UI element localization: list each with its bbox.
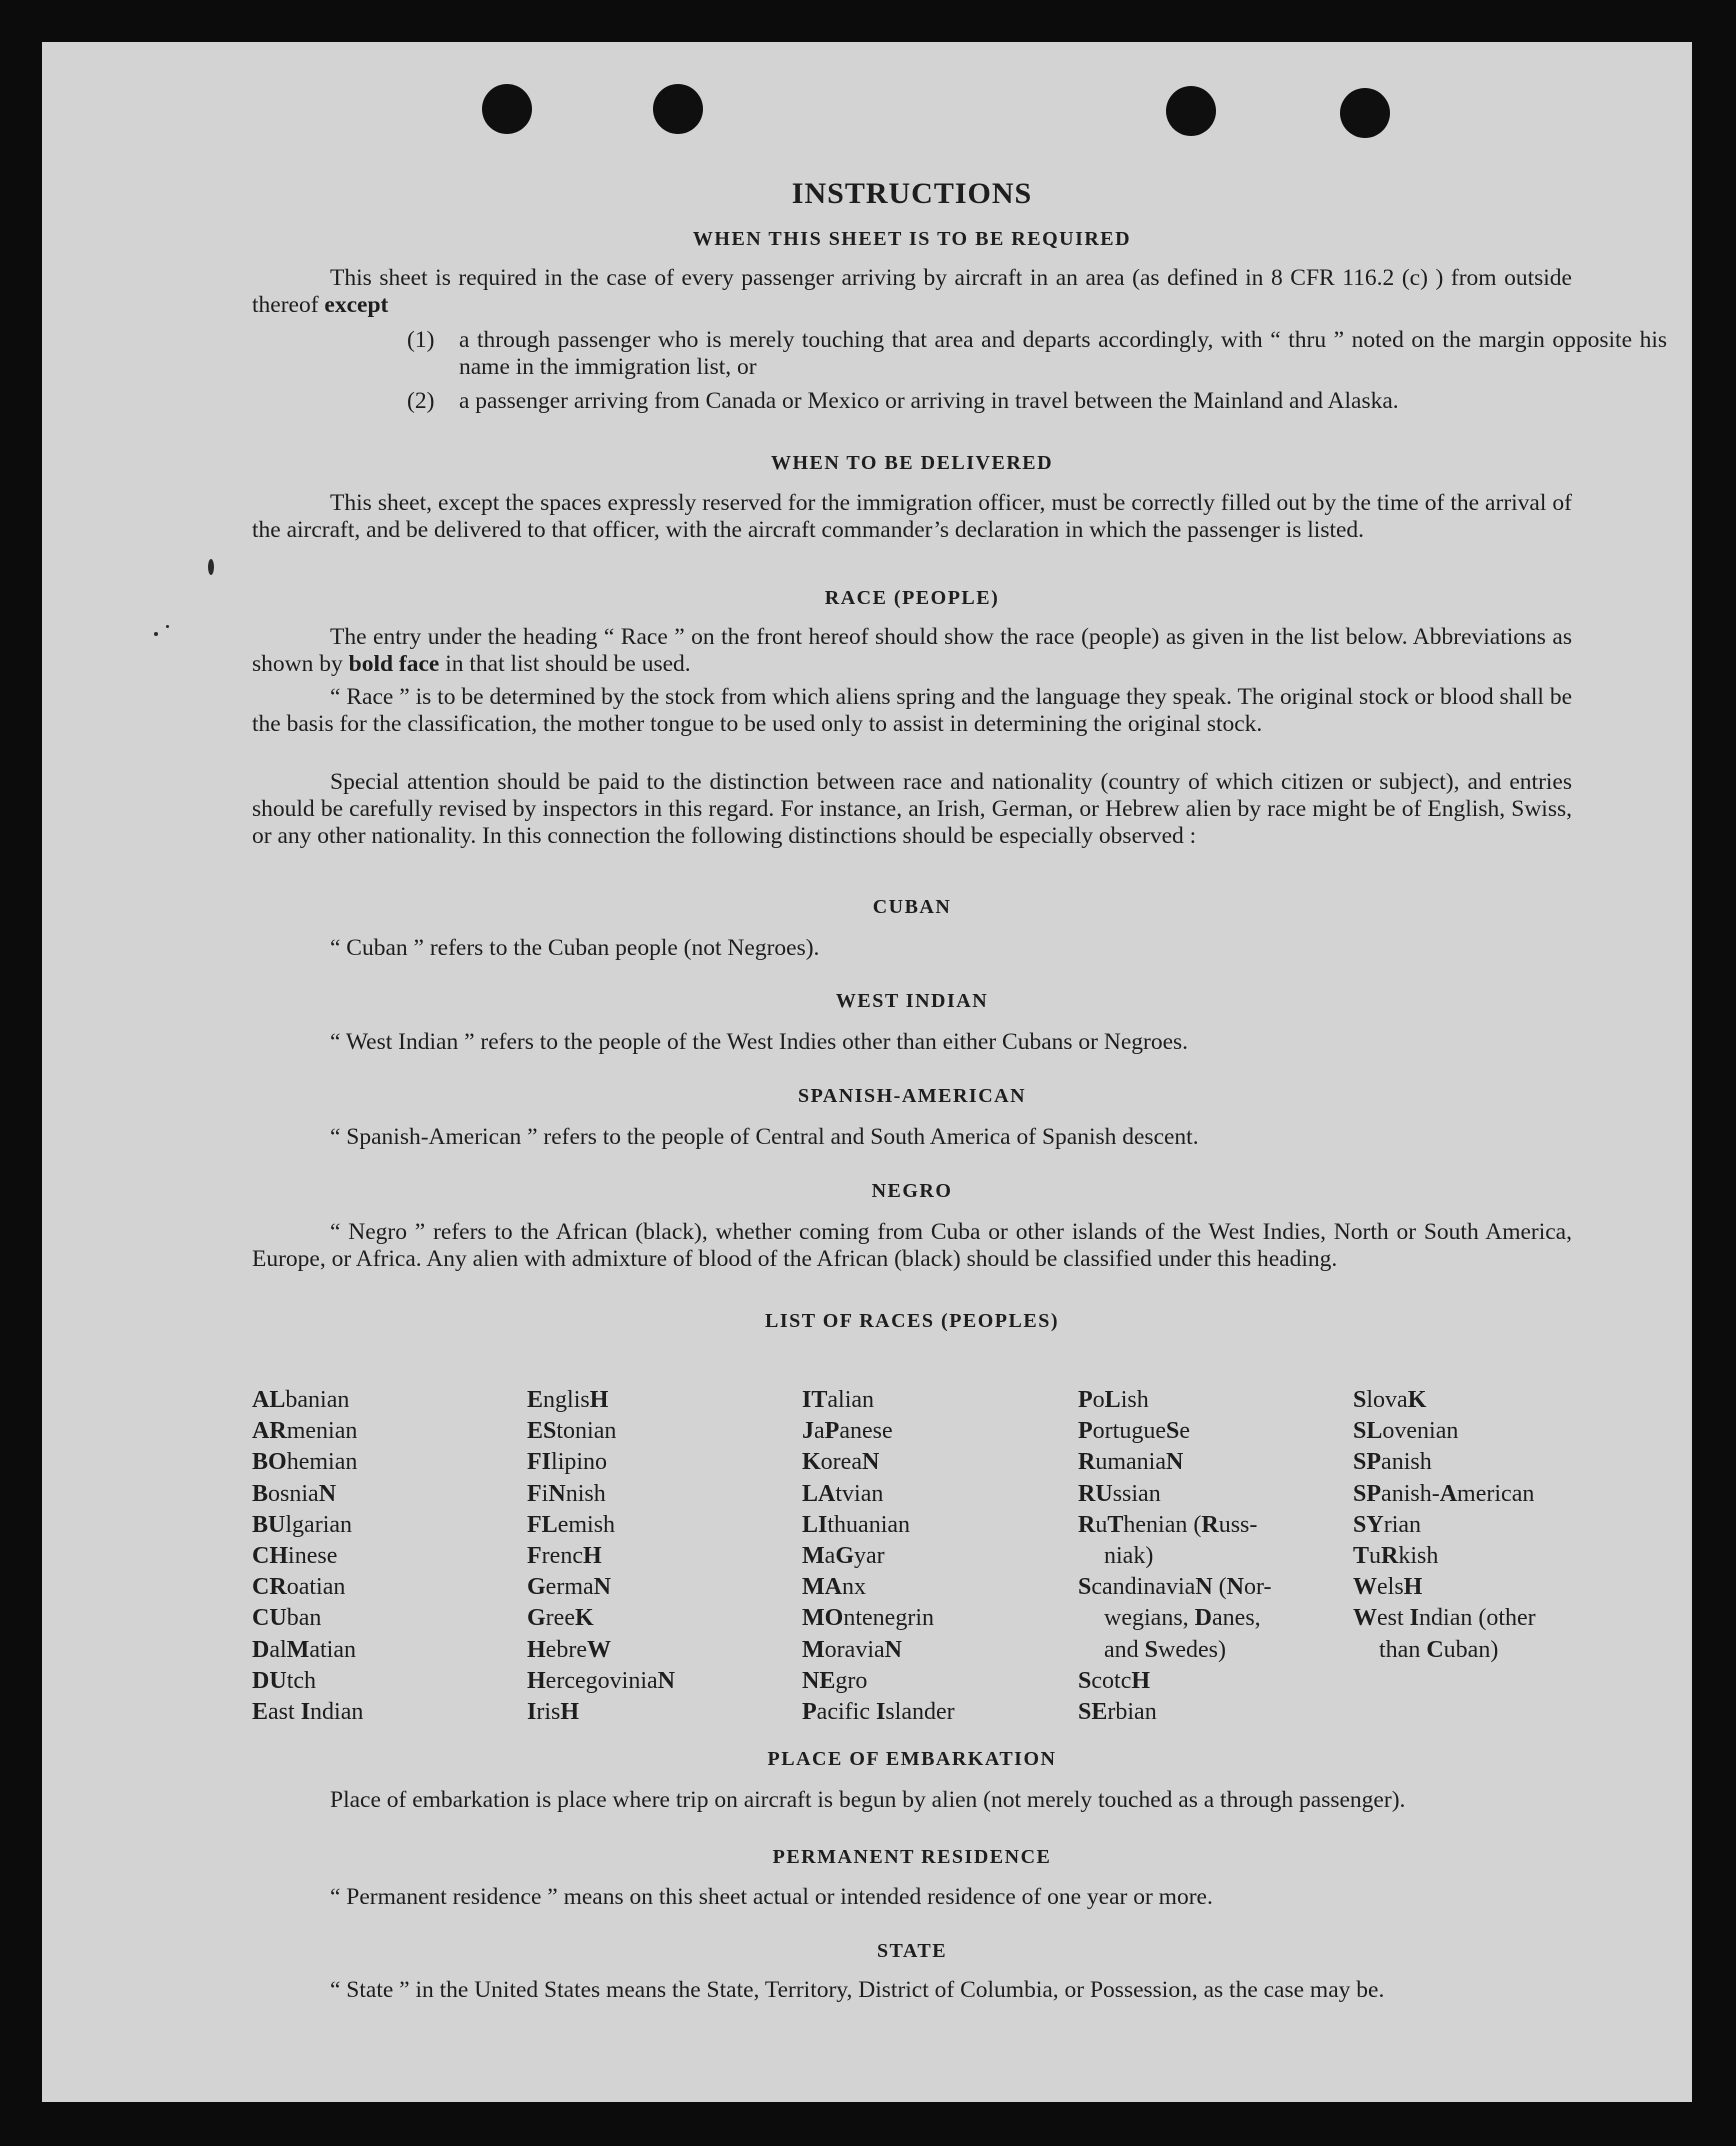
paragraph: “ Spanish-American ” refers to the people of Central and South America of Spanish descent.	[330, 1124, 1199, 1150]
paragraph: This sheet, except the spaces expressly reserved for the immigration officer, must be correctly filled out by the time of the arrival of the aircraft, and be delivered to that officer, with the aircraft commander’s declaration in which the passenger is listed.	[252, 490, 1572, 543]
race-item: EnglisH	[527, 1387, 609, 1413]
section-heading: NEGRO	[871, 1180, 953, 1202]
race-item: PoLish	[1078, 1387, 1149, 1413]
race-item: BosniaN	[252, 1480, 337, 1507]
paragraph: “ State ” in the United States means the State, Territory, District of Columbia, or Possession, as the case may be.	[330, 1977, 1385, 2003]
section-heading: STATE	[876, 1940, 948, 1962]
punch-hole	[1166, 86, 1216, 136]
page-title: INSTRUCTIONS	[791, 177, 1033, 210]
race-item: FLemish	[527, 1511, 616, 1538]
race-item: FIlipino	[527, 1449, 608, 1476]
race-list-column	[802, 1385, 955, 1728]
race-item: than Cuban)	[1379, 1636, 1499, 1663]
race-item: ITalian	[802, 1387, 875, 1413]
section-heading: LIST OF RACES (PEOPLES)	[764, 1310, 1059, 1332]
section-heading: SPANISH-AMERICAN	[797, 1085, 1027, 1107]
race-item: TuRkish	[1353, 1543, 1439, 1570]
race-item: SPanish-American	[1353, 1480, 1535, 1507]
race-list-column	[527, 1385, 675, 1728]
race-item: LAtvian	[802, 1480, 884, 1507]
race-item: RuThenian (Russ-	[1078, 1511, 1258, 1538]
race-item: ARmenian	[252, 1418, 358, 1445]
race-item: MOntenegrin	[802, 1605, 934, 1632]
race-item: PortugueSe	[1078, 1418, 1191, 1445]
race-item: niak)	[1104, 1543, 1154, 1570]
section-heading: CUBAN	[872, 896, 952, 918]
paragraph: “ Permanent residence ” means on this sheet actual or intended residence of one year or more.	[330, 1884, 1213, 1910]
race-item: CHinese	[252, 1543, 338, 1570]
paragraph: “ West Indian ” refers to the people of the West Indies other than either Cubans or Negroes.	[330, 1029, 1189, 1055]
race-item: West Indian (other	[1353, 1605, 1536, 1632]
race-item: and Swedes)	[1104, 1636, 1227, 1663]
race-list-column	[252, 1385, 363, 1728]
race-item: CRoatian	[252, 1574, 346, 1601]
punch-hole	[1340, 88, 1390, 138]
race-item: FiNnish	[527, 1480, 606, 1507]
race-item: SYrian	[1353, 1511, 1422, 1538]
ink-speck	[208, 559, 214, 575]
ink-speck	[166, 625, 169, 628]
section-heading: WEST INDIAN	[835, 990, 989, 1012]
race-item: FrencH	[527, 1543, 602, 1570]
race-item: NEgro	[802, 1667, 868, 1694]
paragraph: This sheet is required in the case of every passenger arriving by aircraft in an area (as defined in 8 CFR 116.2 (c) ) from outside thereof except	[252, 265, 1572, 318]
race-item: Pacific Islander	[802, 1699, 955, 1726]
race-item: SlovaK	[1353, 1387, 1427, 1413]
paragraph: The entry under the heading “ Race ” on the front hereof should show the race (people) as given in the list below. Abbreviations as shown by bold face in that list should be used.	[252, 624, 1572, 677]
race-item: KoreaN	[802, 1449, 880, 1476]
punch-hole	[653, 84, 703, 134]
race-item: MAnx	[802, 1574, 866, 1601]
race-item: ALbanian	[252, 1387, 350, 1413]
race-item: RumaniaN	[1078, 1449, 1184, 1476]
section-heading: PLACE OF EMBARKATION	[767, 1748, 1057, 1770]
race-item: MaGyar	[802, 1543, 885, 1570]
race-item: RUssian	[1078, 1480, 1161, 1507]
race-list-column	[1353, 1385, 1536, 1666]
race-item: BUlgarian	[252, 1511, 353, 1538]
paragraph: Special attention should be paid to the distinction between race and nationality (country of which citizen or subject), and entries should be carefully revised by inspectors in this regard. For instance, an Irish, German, or Hebrew alien by race might be of English, Swiss, or any other nationality. In this connection the following distinctions should be especially observed :	[252, 769, 1572, 849]
race-item: BOhemian	[252, 1449, 358, 1476]
paragraph: “ Negro ” refers to the African (black), whether coming from Cuba or other islands of the West Indies, North or South America, Europe, or Africa. Any alien with admixture of blood of the African (black) should be classified under this heading.	[252, 1219, 1572, 1272]
race-item: DUtch	[252, 1667, 317, 1694]
race-item: SLovenian	[1353, 1418, 1459, 1445]
race-item: HebreW	[527, 1636, 611, 1663]
race-item: GermaN	[527, 1574, 611, 1601]
race-item: GreeK	[527, 1605, 594, 1632]
race-item: EStonian	[527, 1418, 617, 1445]
section-heading: WHEN TO BE DELIVERED	[770, 452, 1054, 474]
race-item: SErbian	[1078, 1699, 1157, 1726]
race-item: IrisH	[527, 1699, 580, 1726]
race-item: East Indian	[252, 1699, 364, 1726]
paragraph: “ Cuban ” refers to the Cuban people (not Negroes).	[330, 935, 820, 961]
race-item: ScandinaviaN (Nor-	[1078, 1574, 1272, 1601]
paragraph: “ Race ” is to be determined by the stock from which aliens spring and the language they speak. The original stock or blood shall be the basis for the classification, the mother tongue to be used only to assist in determining the original stock.	[252, 684, 1572, 737]
race-item: SPanish	[1353, 1449, 1432, 1476]
race-item: JaPanese	[802, 1418, 893, 1445]
section-heading: PERMANENT RESIDENCE	[772, 1846, 1052, 1868]
race-item: ScotcH	[1078, 1667, 1151, 1694]
race-item: CUban	[252, 1605, 322, 1632]
race-item: WelsH	[1353, 1574, 1423, 1601]
document-page: INSTRUCTIONS WHEN THIS SHEET IS TO BE REQUIRED This sheet is required in the case of every passenger arriving by aircraft in an area (as defined in 8 CFR 116.2 (c) ) from outside thereof except (1) a through passenger who is merely touching that area and departs accordingly, with “ thru ” noted on the margin opposite his name in the immigration list, or (2) a passenger arriving from Canada or Mexico or arriving in travel between the Mainland and Alaska. WHEN TO BE DELIVERED This sheet, except the spaces expressly reserved for the immigration officer, must be correctly filled out by the time of the arrival of the aircraft, and be delivered to that officer, with the aircraft commander’s declaration in which the passenger is listed. RACE (PEOPLE) The entry under the heading “ Race ” on the front hereof should show the race (people) as given in the list below. Abbreviations as shown by bold face in that list should be used. “ Race ” is to be determined by the stock from which aliens spring and the language they speak. The original stock or blood shall be the basis for the classification, the mother tongue to be used only to assist in determining the original stock. Special attention should be paid to the distinction between race and nationality (country of which citizen or subject), and entries should be carefully revised by inspectors in this regard. For instance, an Irish, German, or Hebrew alien by race might be of English, Swiss, or any other nationality. In this connection the following distinctions should be especially observed : CUBAN “ Cuban ” refers to the Cuban people (not Negroes). WEST INDIAN “ West Indian ” refers to the people of the West Indies other than either Cubans or Negroes. SPANISH-AMERICAN “ Spanish-American ” refers to the people of Central and South America of Spanish descent. NEGRO “ Negro ” refers to the African (black), whether coming from Cuba or other islands of the West Indies, North or South America, Europe, or Africa. Any alien with admixture of blood of the African (black) should be classified under this heading. LIST OF RACES (PEOPLES) ALbanian ARmenian BOhemian BosniaN BUlgarian CHinese CRoatian CUban DalMatian DUtch East Indian EnglisH EStonian FIlipino FiNnish FLemish FrencH GermaN GreeK HebreW HercegoviniaN IrisH ITalian JaPanese KoreaN LAtvian LIthuanian MaGyar MAnx MOntenegrin MoraviaN NEgro Pacific Islander PoLish PortugueSe RumaniaN RUssian RuThenian (Russ- niak) ScandinaviaN (Nor- wegians, Danes, and Swedes) ScotcH SErbian SlovaK SLovenian SPanish SPanish-American SYrian TuRkish WelsH West Indian (other than Cuban) PLACE OF EMBARKATION Place of embarkation is place where trip on aircraft is begun by alien (not merely touched as a through passenger). PERMANENT RESIDENCE “ Permanent residence ” means on this sheet actual or intended residence of one year or more. STATE “ State ” in the United States means the State, Territory, District of Columbia, or Possession, as the case may be.	[42, 42, 1692, 2102]
race-item: MoraviaN	[802, 1636, 902, 1663]
race-item: DalMatian	[252, 1636, 356, 1663]
race-item: HercegoviniaN	[527, 1667, 675, 1694]
section-heading: RACE (PEOPLE)	[824, 587, 1000, 609]
punch-hole	[482, 84, 532, 134]
ink-speck	[154, 632, 158, 636]
race-list-column	[1078, 1385, 1272, 1728]
race-item: wegians, Danes,	[1104, 1605, 1261, 1632]
race-item: LIthuanian	[802, 1511, 911, 1538]
section-heading: WHEN THIS SHEET IS TO BE REQUIRED	[692, 228, 1132, 250]
paragraph: Place of embarkation is place where trip on aircraft is begun by alien (not merely touched as a through passenger).	[330, 1787, 1406, 1813]
